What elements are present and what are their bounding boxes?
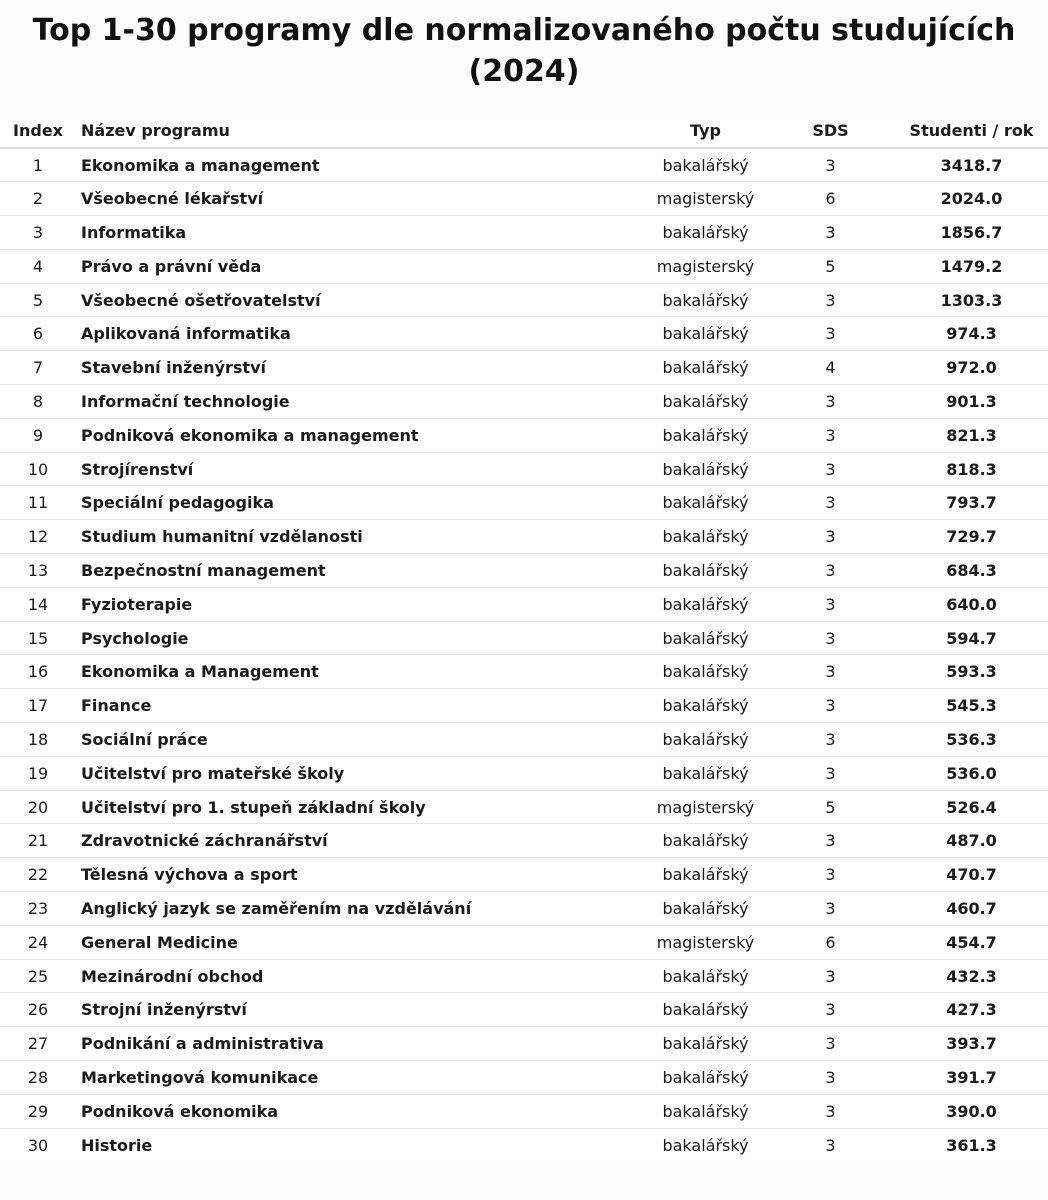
cell-students: 972.0 xyxy=(895,351,1048,385)
cell-sds: 3 xyxy=(825,1135,836,1155)
cell-program-name: General Medicine xyxy=(76,925,645,959)
cell-program-name: Podniková ekonomika a management xyxy=(76,418,645,452)
cell-type: bakalářský xyxy=(645,283,766,317)
cell-index: 19 xyxy=(0,756,76,790)
cell-program-name: Podnikání a administrativa xyxy=(76,1027,645,1061)
cell-students: 1856.7 xyxy=(895,216,1048,250)
column-header-sds: SDS xyxy=(766,113,895,148)
cell-type: bakalářský xyxy=(662,1135,749,1155)
table-row xyxy=(0,1027,1048,1061)
cell-program-name: Ekonomika a Management xyxy=(76,655,645,689)
cell-sds: 3 xyxy=(766,723,895,757)
cell-type: bakalářský xyxy=(645,959,766,993)
cell-sds: 3 xyxy=(766,216,895,250)
cell-students: 821.3 xyxy=(895,418,1048,452)
cell-index: 6 xyxy=(0,317,76,351)
cell-type: magisterský xyxy=(645,925,766,959)
cell-index: 29 xyxy=(0,1094,76,1128)
cell-index: 9 xyxy=(0,418,76,452)
cell-type: bakalářský xyxy=(645,892,766,926)
cell-program-name: Všeobecné lékařství xyxy=(76,182,645,216)
cell-sds: 3 xyxy=(766,621,895,655)
cell-type: bakalářský xyxy=(645,385,766,419)
cell-students: 640.0 xyxy=(895,587,1048,621)
cell-program-name: Marketingová komunikace xyxy=(76,1061,645,1095)
cell-index: 26 xyxy=(0,993,76,1027)
cell-sds: 3 xyxy=(766,148,895,182)
cell-students: 594.7 xyxy=(895,621,1048,655)
table-row xyxy=(0,520,1048,554)
cell-sds: 6 xyxy=(766,925,895,959)
cell-sds: 3 xyxy=(766,486,895,520)
cell-sds: 3 xyxy=(766,1061,895,1095)
table-row xyxy=(0,1128,1048,1162)
cell-students: 526.4 xyxy=(895,790,1048,824)
cell-type: bakalářský xyxy=(645,621,766,655)
table-row xyxy=(0,689,1048,723)
cell-program-name: Bezpečnostní management xyxy=(76,554,645,588)
cell-index: 7 xyxy=(0,351,76,385)
cell-index: 14 xyxy=(0,587,76,621)
table-row xyxy=(0,554,1048,588)
table-row xyxy=(0,790,1048,824)
cell-program-name: Tělesná výchova a sport xyxy=(76,858,645,892)
table-row xyxy=(0,182,1048,216)
cell-type: bakalářský xyxy=(645,993,766,1027)
cell-index: 25 xyxy=(0,959,76,993)
cell-type: bakalářský xyxy=(645,824,766,858)
cell-index: 18 xyxy=(0,723,76,757)
cell-index: 15 xyxy=(0,621,76,655)
cell-sds: 3 xyxy=(766,283,895,317)
cell-students: 1303.3 xyxy=(895,283,1048,317)
cell-sds: 4 xyxy=(766,351,895,385)
cell-index: 17 xyxy=(0,689,76,723)
programs-table xyxy=(0,113,1048,1162)
cell-sds: 3 xyxy=(766,959,895,993)
cell-sds: 3 xyxy=(766,1027,895,1061)
cell-sds: 3 xyxy=(766,452,895,486)
cell-program-name: Historie xyxy=(81,1135,153,1155)
cell-index: 10 xyxy=(0,452,76,486)
table-row xyxy=(0,892,1048,926)
table-row xyxy=(0,351,1048,385)
cell-type: bakalářský xyxy=(645,520,766,554)
table-row xyxy=(0,1061,1048,1095)
cell-sds: 3 xyxy=(766,554,895,588)
cell-type: magisterský xyxy=(645,182,766,216)
cell-type: bakalářský xyxy=(645,554,766,588)
cell-index: 27 xyxy=(0,1027,76,1061)
column-header-index: Index xyxy=(0,113,76,148)
cell-program-name: Strojírenství xyxy=(76,452,645,486)
cell-sds: 3 xyxy=(766,385,895,419)
cell-type: magisterský xyxy=(645,790,766,824)
cell-sds: 3 xyxy=(766,1094,895,1128)
cell-program-name: Finance xyxy=(76,689,645,723)
header-row xyxy=(0,113,1048,148)
cell-sds: 3 xyxy=(766,892,895,926)
cell-students: 361.3 xyxy=(946,1135,997,1155)
table-row xyxy=(0,317,1048,351)
cell-sds: 3 xyxy=(766,655,895,689)
cell-students: 536.3 xyxy=(895,723,1048,757)
cell-program-name: Anglický jazyk se zaměřením na vzdělávání xyxy=(76,892,645,926)
column-header-type: Typ xyxy=(645,113,766,148)
cell-type: bakalářský xyxy=(645,418,766,452)
cell-program-name: Informatika xyxy=(76,216,645,250)
table-row xyxy=(0,824,1048,858)
cell-students: 545.3 xyxy=(895,689,1048,723)
cell-index: 22 xyxy=(0,858,76,892)
cell-students: 536.0 xyxy=(895,756,1048,790)
table-row xyxy=(0,418,1048,452)
cell-students: 460.7 xyxy=(895,892,1048,926)
cell-program-name: Právo a právní věda xyxy=(76,249,645,283)
cell-program-name: Zdravotnické záchranářství xyxy=(76,824,645,858)
cell-type: bakalářský xyxy=(645,486,766,520)
column-header-students: Studenti / rok xyxy=(895,113,1048,148)
cell-index: 8 xyxy=(0,385,76,419)
cell-students: 470.7 xyxy=(895,858,1048,892)
cell-program-name: Mezinárodní obchod xyxy=(76,959,645,993)
cell-type: bakalářský xyxy=(645,317,766,351)
table-row xyxy=(0,993,1048,1027)
cell-type: bakalářský xyxy=(645,723,766,757)
cell-index: 12 xyxy=(0,520,76,554)
cell-students: 393.7 xyxy=(895,1027,1048,1061)
cell-program-name: Fyzioterapie xyxy=(76,587,645,621)
cell-type: bakalářský xyxy=(645,1094,766,1128)
cell-students: 818.3 xyxy=(895,452,1048,486)
cell-sds: 3 xyxy=(766,824,895,858)
table-body xyxy=(0,148,1048,1162)
cell-students: 427.3 xyxy=(895,993,1048,1027)
table-row xyxy=(0,621,1048,655)
table-row xyxy=(0,452,1048,486)
table-row xyxy=(0,723,1048,757)
cell-sds: 3 xyxy=(766,317,895,351)
cell-students: 390.0 xyxy=(895,1094,1048,1128)
cell-program-name: Všeobecné ošetřovatelství xyxy=(76,283,645,317)
cell-type: bakalářský xyxy=(645,587,766,621)
cell-type: bakalářský xyxy=(645,1027,766,1061)
cell-index: 2 xyxy=(0,182,76,216)
cell-students: 684.3 xyxy=(895,554,1048,588)
cell-index: 11 xyxy=(0,486,76,520)
table-row xyxy=(0,925,1048,959)
cell-type: bakalářský xyxy=(645,452,766,486)
cell-sds: 3 xyxy=(766,587,895,621)
cell-index: 24 xyxy=(0,925,76,959)
cell-type: bakalářský xyxy=(645,148,766,182)
table-row xyxy=(0,385,1048,419)
cell-program-name: Učitelství pro mateřské školy xyxy=(76,756,645,790)
cell-index: 1 xyxy=(0,148,76,182)
cell-index: 23 xyxy=(0,892,76,926)
cell-program-name: Speciální pedagogika xyxy=(76,486,645,520)
cell-students: 487.0 xyxy=(895,824,1048,858)
table-row xyxy=(0,959,1048,993)
cell-index: 16 xyxy=(0,655,76,689)
cell-sds: 5 xyxy=(766,249,895,283)
cell-program-name: Podniková ekonomika xyxy=(76,1094,645,1128)
cell-index: 4 xyxy=(0,249,76,283)
cell-students: 3418.7 xyxy=(895,148,1048,182)
column-header-name: Název programu xyxy=(76,113,645,148)
cell-index: 3 xyxy=(0,216,76,250)
cell-sds: 3 xyxy=(766,756,895,790)
cell-type: bakalářský xyxy=(645,655,766,689)
table-row xyxy=(0,486,1048,520)
cell-students: 593.3 xyxy=(895,655,1048,689)
cell-students: 454.7 xyxy=(895,925,1048,959)
cell-students: 391.7 xyxy=(895,1061,1048,1095)
cell-students: 2024.0 xyxy=(895,182,1048,216)
cell-index: 13 xyxy=(0,554,76,588)
cell-sds: 3 xyxy=(766,520,895,554)
cell-index: 20 xyxy=(0,790,76,824)
cell-students: 729.7 xyxy=(895,520,1048,554)
cell-type: bakalářský xyxy=(645,858,766,892)
table-header xyxy=(0,113,1048,148)
cell-sds: 3 xyxy=(766,858,895,892)
cell-sds: 6 xyxy=(766,182,895,216)
cell-type: bakalářský xyxy=(645,689,766,723)
cell-type: bakalářský xyxy=(645,1061,766,1095)
cell-sds: 3 xyxy=(766,418,895,452)
cell-program-name: Učitelství pro 1. stupeň základní školy xyxy=(76,790,645,824)
table-row xyxy=(0,587,1048,621)
cell-students: 1479.2 xyxy=(895,249,1048,283)
cell-students: 432.3 xyxy=(895,959,1048,993)
cell-program-name: Strojní inženýrství xyxy=(76,993,645,1027)
table-row xyxy=(0,249,1048,283)
cell-program-name: Aplikovaná informatika xyxy=(76,317,645,351)
cell-program-name: Sociální práce xyxy=(76,723,645,757)
table-row xyxy=(0,283,1048,317)
cell-index: 30 xyxy=(27,1135,49,1155)
cell-program-name: Psychologie xyxy=(76,621,645,655)
table-row xyxy=(0,148,1048,182)
cell-program-name: Stavební inženýrství xyxy=(76,351,645,385)
cell-students: 901.3 xyxy=(895,385,1048,419)
table-row xyxy=(0,756,1048,790)
cell-program-name: Studium humanitní vzdělanosti xyxy=(76,520,645,554)
table-row xyxy=(0,1094,1048,1128)
cell-type: bakalářský xyxy=(645,351,766,385)
table-row xyxy=(0,858,1048,892)
cell-program-name: Informační technologie xyxy=(76,385,645,419)
cell-index: 5 xyxy=(0,283,76,317)
cell-type: magisterský xyxy=(645,249,766,283)
chart-title: Top 1-30 programy dle normalizovaného počtu studujících (2024) xyxy=(32,13,1016,89)
cell-type: bakalářský xyxy=(645,756,766,790)
table-row xyxy=(0,216,1048,250)
cell-students: 793.7 xyxy=(895,486,1048,520)
cell-type: bakalářský xyxy=(645,216,766,250)
table-row xyxy=(0,655,1048,689)
cell-index: 28 xyxy=(0,1061,76,1095)
cell-index: 21 xyxy=(0,824,76,858)
cell-students: 974.3 xyxy=(895,317,1048,351)
cell-sds: 3 xyxy=(766,689,895,723)
cell-sds: 3 xyxy=(766,993,895,1027)
cell-sds: 5 xyxy=(766,790,895,824)
cell-program-name: Ekonomika a management xyxy=(76,148,645,182)
